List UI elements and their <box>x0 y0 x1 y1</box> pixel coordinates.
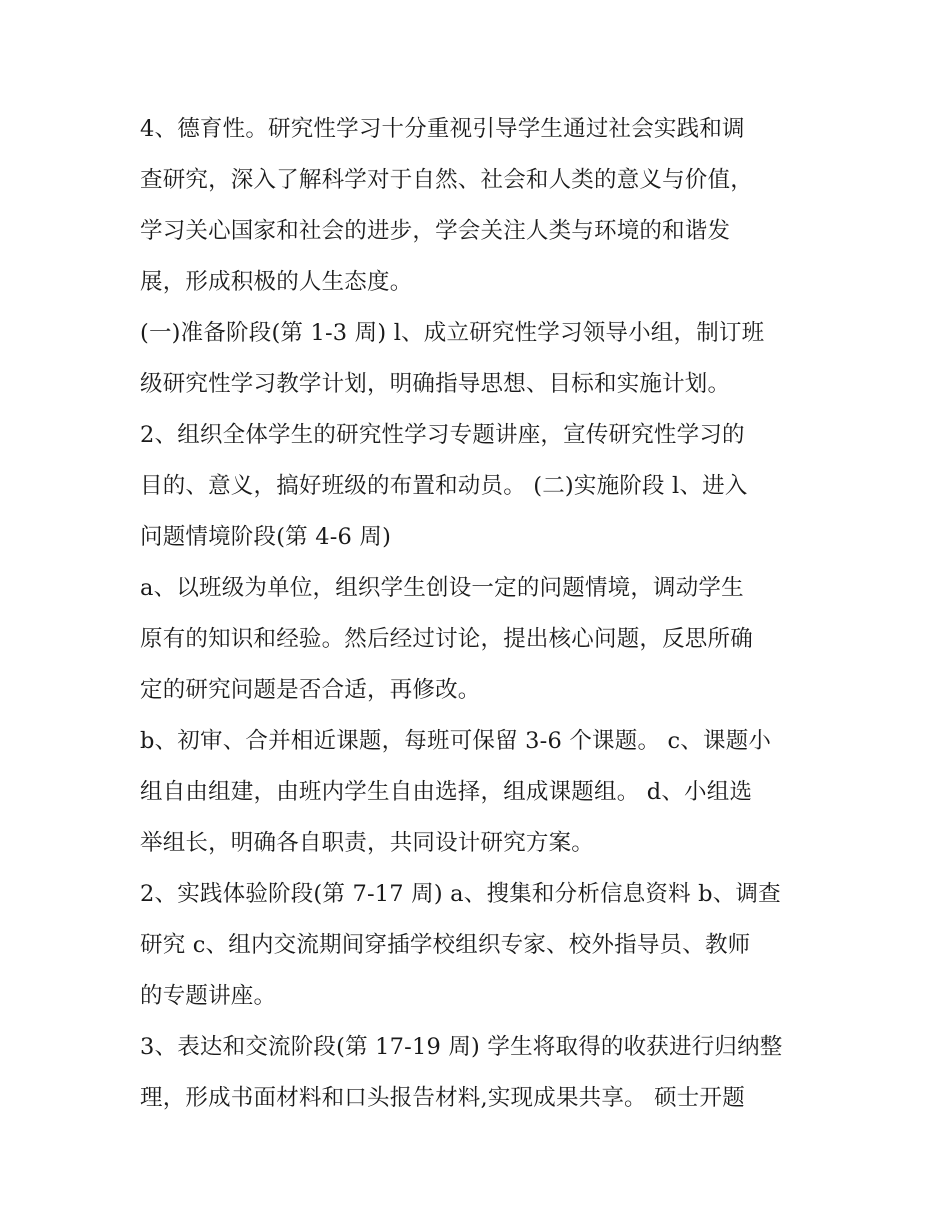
text-line: a、以班级为单位，组织学生创设一定的问题情境，调动学生 <box>140 575 744 601</box>
text-line: 原有的知识和经验。然后经过讨论，提出核心问题，反思所确 <box>140 626 753 652</box>
text-line: 级研究性学习教学计划，明确指导思想、目标和实施计划。 <box>140 371 731 397</box>
text-line: 4、德育性。研究性学习十分重视引导学生通过社会实践和调 <box>140 116 745 142</box>
text-line: (一)准备阶段(第 1-3 周) l、成立研究性学习领导小组，制订班 <box>140 320 765 346</box>
text-line: 目的、意义，搞好班级的布置和动员。 (二)实施阶段 l、进入 <box>140 473 748 499</box>
text-line: 学习关心国家和社会的进步，学会关注人类与环境的和谐发 <box>140 218 731 244</box>
text-line: 问题情境阶段(第 4-6 周) <box>140 524 392 550</box>
text-line: 研究 c、组内交流期间穿插学校组织专家、校外指导员、教师 <box>140 932 751 958</box>
text-line: 3、表达和交流阶段(第 17-19 周) 学生将取得的收获进行归纳整 <box>140 1034 783 1060</box>
document-body <box>140 104 812 1124</box>
text-line: 理，形成书面材料和口头报告材料,实现成果共享。 硕士开题 <box>140 1085 745 1111</box>
text-line: 的专题讲座。 <box>140 983 277 1009</box>
text-line: 举组长，明确各自职责，共同设计研究方案。 <box>140 830 595 856</box>
text-line: 查研究，深入了解科学对于自然、社会和人类的意义与价值， <box>140 167 753 193</box>
text-line: 展，形成积极的人生态度。 <box>140 269 413 295</box>
text-line: 2、实践体验阶段(第 7-17 周) a、搜集和分析信息资料 b、调查 <box>140 881 781 907</box>
text-line: b、初审、合并相近课题，每班可保留 3-6 个课题。 c、课题小 <box>140 728 772 754</box>
text-line: 2、组织全体学生的研究性学习专题讲座，宣传研究性学习的 <box>140 422 745 448</box>
text-line: 组自由组建，由班内学生自由选择，组成课题组。 d、小组选 <box>140 779 753 805</box>
text-line: 定的研究问题是否合适，再修改。 <box>140 677 481 703</box>
